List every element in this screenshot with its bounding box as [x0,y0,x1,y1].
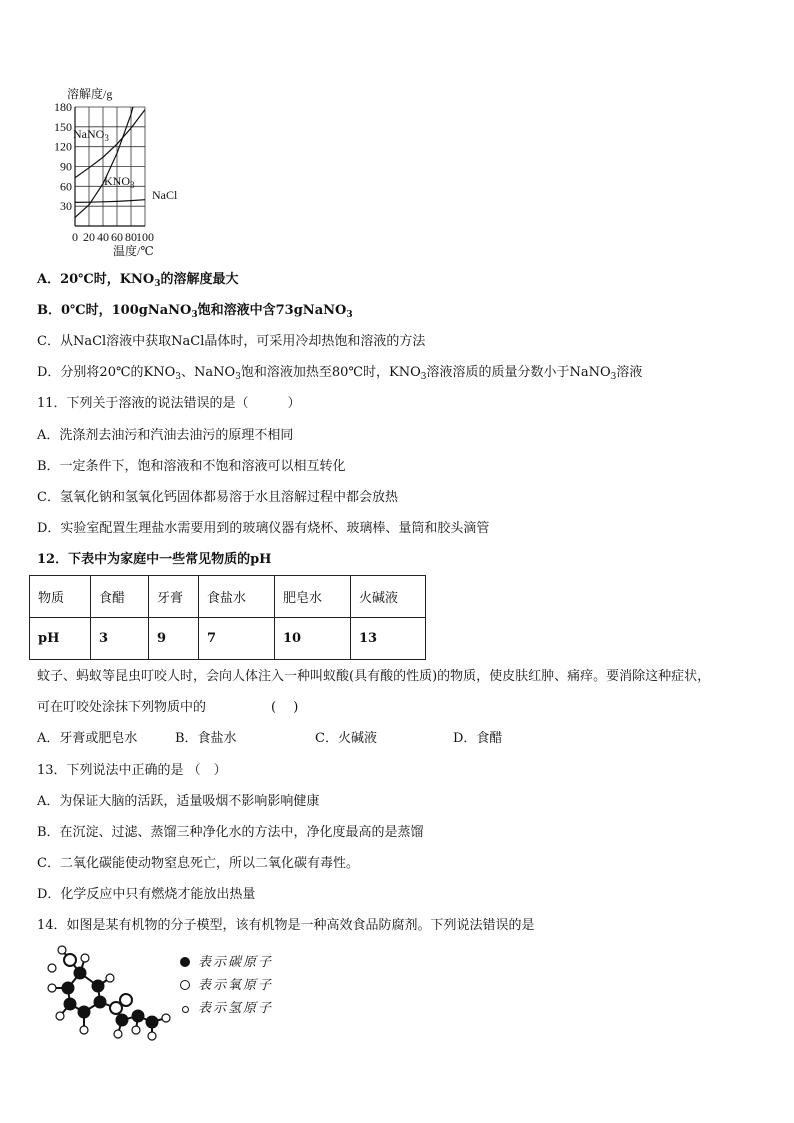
q10-option-d: D．分别将20℃的$KNO_3$、NaNO$_3$饱和溶液加热至80℃时，$KNO_3$溶液溶质的质量分数小于NaNO$_3$溶液 [37,365,643,382]
hydrogen-atom-icon [182,1006,189,1013]
chart-series [75,86,145,217]
q12-body-line2: 可在叮咬处涂抹下列物质中的 ( ) [37,700,299,715]
x-tick-label: 20 [83,230,95,244]
table-cell: 火碱液 [351,576,426,618]
y-tick-label: 150 [54,119,72,134]
q12-stem: 12．下表中为家庭中一些常见物质的pH [37,552,272,567]
q11-option-b: B．一定条件下，饱和溶液和不饱和溶液可以相互转化 [37,459,346,474]
table-cell: 10 [275,618,351,660]
x-tick-label: 100 [136,230,154,244]
q13-option-b: B．在沉淀、过滤、蒸馏三种净化水的方法中，净化度最高的是蒸馏 [37,825,424,840]
q11-option-c: C．氢氧化钠和氢氧化钙固体都易溶于水且溶解过程中都会放热 [37,490,398,505]
carbon-atom-icon [180,957,190,967]
legend-hydrogen: 表示氢原子 [180,997,273,1016]
table-cell: 牙膏 [149,576,199,618]
y-axis-label: 溶解度/g [67,87,113,101]
table-cell: 食醋 [91,576,149,618]
q11-option-d: D．实验室配置生理盐水需要用到的玻璃仪器有烧杯、玻璃棒、量筒和胶头滴管 [37,521,490,536]
q10-option-b: B．0℃时，100gNaNO$_3$饱和溶液中含73gNaNO$_3$ [37,303,353,320]
series-line [75,86,145,217]
q12-option-a: A．牙膏或肥皂水 [37,731,138,746]
q11-option-a: A．洗涤剂去油污和汽油去油污的原理不相同 [37,428,294,443]
q12-option-c: C．火碱液 [315,731,377,746]
table-cell: 13 [351,618,426,660]
table-cell: 肥皂水 [275,576,351,618]
series-label-kno3: $KNO_3$ [104,174,135,190]
table-cell: 3 [91,618,149,660]
q12-option-b: B．食盐水 [175,731,237,746]
molecule-model-figure [40,938,175,1043]
table-row [30,576,426,618]
x-tick-label: 80 [125,230,137,244]
oxygen-atom-icon [180,980,190,990]
x-axis-label: 温度/℃ [113,244,154,258]
x-tick-label: 40 [97,230,109,244]
table-cell: pH [30,618,91,660]
series-label-nacl: NaCl [152,188,178,202]
y-tick-label: 180 [54,100,72,114]
table-cell: 物质 [30,576,91,618]
series-line [75,200,145,203]
q13-stem: 13．下列说法中正确的是 （ ） [37,763,227,778]
q10-option-a: A．20℃时，$KNO_3$的溶解度最大 [37,272,239,289]
q10-option-c: C．从NaCl溶液中获取NaCl晶体时，可采用冷却热饱和溶液的方法 [37,334,426,349]
table-cell: 7 [199,618,275,660]
ph-table [29,575,426,660]
solubility-chart [40,86,200,261]
y-tick-label: 90 [60,159,72,174]
q13-option-c: C．二氧化碳能使动物窒息死亡，所以二氧化碳有毒性。 [37,856,359,871]
q12-body-line1: 蚊子、蚂蚁等昆虫叮咬人时，会向人体注入一种叫蚁酸(具有酸的性质)的物质，使皮肤红肿、痛痒。要消除这种症状， [37,669,711,684]
q13-option-d: D．化学反应中只有燃烧才能放出热量 [37,887,256,902]
table-cell: 9 [149,618,199,660]
q14-stem: 14．如图是某有机物的分子模型，该有机物是一种高效食品防腐剂。下列说法错误的是 [37,918,535,933]
legend-carbon: 表示碳原子 [180,951,273,970]
series-label-nano3: NaNO$_3$ [73,127,109,143]
table-row [30,618,426,660]
y-tick-labels [54,100,72,213]
table-cell: 食盐水 [199,576,275,618]
q11-stem: 11．下列关于溶液的说法错误的是（ ） [37,396,301,411]
x-tick-label: 60 [111,230,123,244]
q13-option-a: A．为保证大脑的活跃，适量吸烟不影响影响健康 [37,794,320,809]
y-tick-label: 30 [60,199,72,214]
q12-option-d: D．食醋 [453,731,503,746]
y-tick-label: 60 [60,179,72,194]
x-tick-label: 0 [72,230,78,244]
y-tick-label: 120 [54,139,72,154]
x-tick-labels [72,230,154,244]
legend-oxygen: 表示氧原子 [180,974,273,993]
